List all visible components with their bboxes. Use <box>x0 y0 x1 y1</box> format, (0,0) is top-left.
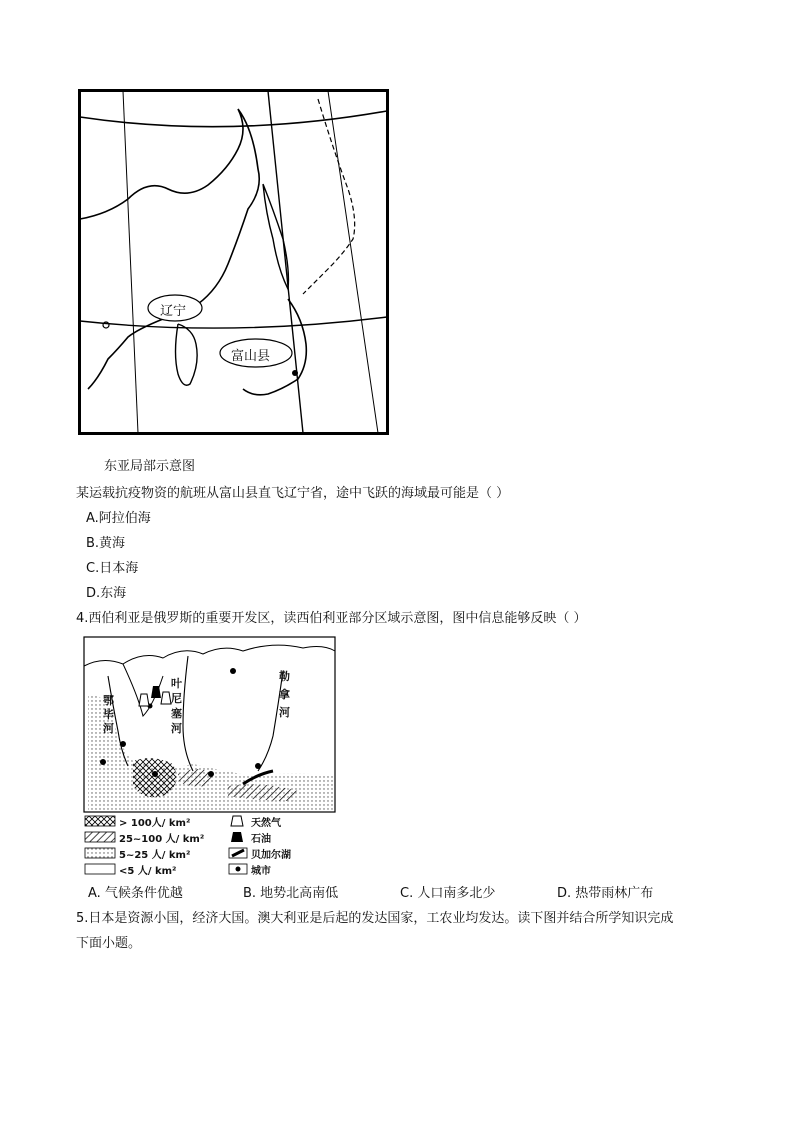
q4-option-d: D. 热带雨林广布 <box>557 886 654 901</box>
siberia-map <box>83 636 337 880</box>
q3-stem: 某运载抗疫物资的航班从富山县直飞辽宁省，途中飞跃的海域最可能是（ ） <box>76 486 510 501</box>
map1-caption: 东亚局部示意图 <box>104 459 196 474</box>
label-liaoning: 辽宁 <box>160 304 187 319</box>
river-ob-label: 鄂毕河 <box>103 694 114 735</box>
legend-natural-gas: 天然气 <box>251 818 281 829</box>
q4-option-a: A. 气候条件优越 <box>88 886 183 901</box>
legend-baikal: 贝加尔湖 <box>251 850 291 861</box>
east-asia-map-drawing <box>78 89 389 435</box>
q5-stem-line1: 5.日本是资源小国，经济大国。澳大利亚是后起的发达国家，工农业均发达。读下图并结合所学知识完成 <box>76 911 674 926</box>
legend-5-25: 5~25 人/ km² <box>119 850 191 861</box>
q3-option-a: A.阿拉伯海 <box>86 511 151 526</box>
legend-25-100: 25~100 人/ km² <box>119 834 205 845</box>
east-asia-map <box>78 89 389 435</box>
q5-stem-line2: 下面小题。 <box>76 936 142 951</box>
legend-under-5: <5 人/ km² <box>119 866 177 877</box>
q3-option-c: C.日本海 <box>86 561 139 576</box>
q4-option-b: B. 地势北高南低 <box>243 886 339 901</box>
q4-option-c: C. 人口南多北少 <box>400 886 496 901</box>
q3-option-b: B.黄海 <box>86 536 126 551</box>
legend-oil: 石油 <box>251 834 271 845</box>
q3-option-d: D.东海 <box>86 586 127 601</box>
legend-over-100: > 100人/ km² <box>119 818 191 829</box>
label-fushan: 富山县 <box>231 349 271 364</box>
river-yenisei-label: 叶尼塞河 <box>171 677 182 735</box>
river-lena-label: 勒拿河 <box>279 670 290 719</box>
q4-stem: 4.西伯利亚是俄罗斯的重要开发区，读西伯利亚部分区域示意图，图中信息能够反映（ ） <box>76 611 587 626</box>
legend-city: 城市 <box>251 866 271 877</box>
